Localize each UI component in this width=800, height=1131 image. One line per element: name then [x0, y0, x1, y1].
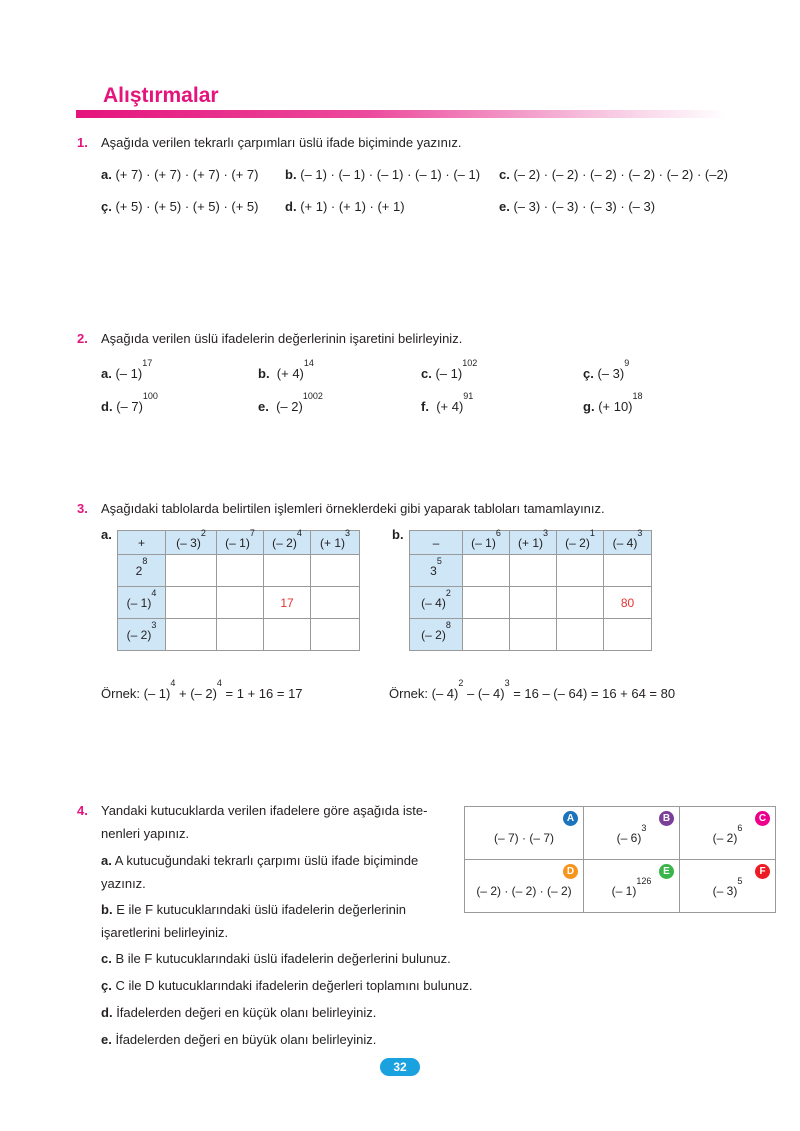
- box-expression: (– 2) · (– 2) · (– 2): [476, 884, 572, 898]
- table-a-col-header: (– 2)$^4$: [264, 531, 311, 555]
- q4-item-a-cont: yazınız.: [101, 876, 146, 891]
- item-exponent: 18: [632, 391, 643, 401]
- table-b-cell[interactable]: [510, 587, 557, 619]
- item-label: ç.: [583, 366, 594, 381]
- box-expression: (– 7) · (– 7): [493, 831, 554, 845]
- item-expression: (+ 1) · (+ 1) · (+ 1): [300, 199, 405, 214]
- table-a-cell[interactable]: [217, 587, 264, 619]
- item-label: e.: [499, 199, 510, 214]
- q2-item-g: [583, 391, 643, 414]
- table-b-cell[interactable]: [463, 587, 510, 619]
- item-expression: (+ 7) · (+ 7) · (+ 7) · (+ 7): [115, 167, 259, 182]
- question-1-text: Aşağıda verilen tekrarlı çarpımları üslü ifade biçiminde yazınız.: [101, 135, 462, 150]
- q2-item-f: [421, 391, 474, 414]
- table-a-cell[interactable]: [311, 619, 360, 651]
- item-label: d.: [101, 399, 113, 414]
- table-b-row-header: $3^5$: [410, 555, 463, 587]
- example-a: Örnek: (– 1)$^4$ + (– 2)$^4$ = 1 + 16 = 17: [101, 678, 303, 701]
- q2-item-e: [258, 391, 323, 414]
- item-label: ç.: [101, 199, 112, 214]
- box-e: [584, 860, 680, 913]
- item-base: (– 3): [597, 366, 625, 381]
- box-letter-badge: E: [659, 864, 674, 879]
- table-a-cell[interactable]: [166, 555, 217, 587]
- item-label: b.: [285, 167, 297, 182]
- q4-item-c: c. B ile F kutucuklarındaki üslü ifadelerin değerlerini bulunuz.: [101, 951, 451, 966]
- box-expression: (– 6)$^3$: [616, 823, 647, 845]
- table-a-cell[interactable]: [217, 555, 264, 587]
- table-a-cell[interactable]: [166, 587, 217, 619]
- item-expression: (+ 5) · (+ 5) · (+ 5) · (+ 5): [115, 199, 259, 214]
- box-b: [584, 807, 680, 860]
- item-label: c.: [499, 167, 510, 182]
- q1-item-d: [285, 199, 405, 214]
- title-underline-bar: [76, 110, 726, 118]
- item-base: (+ 4): [276, 366, 304, 381]
- box-expression: (– 1)$^{126}$: [611, 876, 652, 898]
- q1-item-b: [285, 167, 480, 182]
- question-1-number: 1.: [77, 135, 88, 150]
- q2-item-c: [421, 358, 478, 381]
- table-a-row-header: (– 2)$^3$: [118, 619, 166, 651]
- table-b-label: b.: [392, 527, 404, 542]
- table-a-cell[interactable]: [166, 619, 217, 651]
- box-letter-badge: B: [659, 811, 674, 826]
- question-4-text-line1: Yandaki kutucuklarda verilen ifadelere göre aşağıda iste-: [101, 803, 428, 818]
- page-title: Alıştırmalar: [103, 84, 219, 107]
- table-b-cell[interactable]: [463, 555, 510, 587]
- table-a-label: a.: [101, 527, 112, 542]
- q1-item-e: [499, 199, 655, 214]
- q1-item-cc: [101, 199, 259, 214]
- item-label: f.: [421, 399, 429, 414]
- item-exponent: 100: [142, 391, 158, 401]
- table-b-col-header: (– 4)$^3$: [604, 531, 652, 555]
- item-exponent: 14: [303, 358, 314, 368]
- table-b-col-header: (– 1)$^6$: [463, 531, 510, 555]
- table-b-cell[interactable]: [463, 619, 510, 651]
- table-a-cell[interactable]: [264, 619, 311, 651]
- table-b-row-header: (– 2)$^8$: [410, 619, 463, 651]
- table-a-operator: +: [118, 531, 166, 555]
- item-exponent: 91: [463, 391, 474, 401]
- box-a: [465, 807, 584, 860]
- question-3-number: 3.: [77, 501, 88, 516]
- box-d: [465, 860, 584, 913]
- item-base: (– 2): [276, 399, 303, 414]
- table-a-cell[interactable]: [217, 619, 264, 651]
- q4-item-d: d. İfadelerden değeri en küçük olanı belirleyiniz.: [101, 1005, 377, 1020]
- q2-item-d: [101, 391, 158, 414]
- table-b-operator: –: [410, 531, 463, 555]
- question-2-text: Aşağıda verilen üslü ifadelerin değerlerinin işaretini belirleyiniz.: [101, 331, 463, 346]
- table-b-cell[interactable]: [510, 555, 557, 587]
- table-b-col-header: (+ 1)$^3$: [510, 531, 557, 555]
- item-label: b.: [258, 366, 270, 381]
- q2-item-cc: [583, 358, 630, 381]
- q4-item-cc: ç. C ile D kutucuklarındaki ifadelerin değerleri toplamını bulunuz.: [101, 978, 473, 993]
- table-b-cell[interactable]: [557, 619, 604, 651]
- q4-item-b: b. E ile F kutucuklarındaki üslü ifadelerin değerlerinin: [101, 902, 406, 917]
- box-c: [680, 807, 776, 860]
- item-label: c.: [421, 366, 432, 381]
- item-label: a.: [101, 366, 112, 381]
- example-b: Örnek: (– 4)$^2$ – (– 4)$^3$ = 16 – (– 64) = 16 + 64 = 80: [389, 678, 676, 701]
- item-label: a.: [101, 167, 112, 182]
- box-letter-badge: C: [755, 811, 770, 826]
- table-b-cell[interactable]: [557, 555, 604, 587]
- table-a-row-header: $2^8$: [118, 555, 166, 587]
- box-letter-badge: F: [755, 864, 770, 879]
- table-b-cell[interactable]: [604, 619, 652, 651]
- table-a-col-header: (+ 1)$^3$: [311, 531, 360, 555]
- item-exponent: 17: [142, 358, 153, 368]
- expression-boxes: [464, 806, 776, 913]
- item-exponent: 102: [462, 358, 478, 368]
- item-exponent: 1002: [302, 391, 323, 401]
- q2-item-b: [258, 358, 314, 381]
- item-exponent: 9: [624, 358, 630, 368]
- q2-item-a: [101, 358, 153, 381]
- table-b: [409, 527, 652, 651]
- q4-item-a: a. A kutucuğundaki tekrarlı çarpımı üslü ifade biçiminde: [101, 853, 419, 868]
- box-expression: (– 2)$^6$: [712, 823, 743, 845]
- table-a-cell[interactable]: [311, 555, 360, 587]
- table-b-col-header: (– 2)$^1$: [557, 531, 604, 555]
- table-b-filled-cell: 80: [604, 587, 652, 619]
- item-base: (+ 10): [598, 399, 633, 414]
- box-letter-badge: D: [563, 864, 578, 879]
- question-3-text: Aşağıdaki tablolarda belirtilen işlemleri örneklerdeki gibi yaparak tabloları tamamlayınız.: [101, 501, 605, 516]
- table-a-row-header: (– 1)$^4$: [118, 587, 166, 619]
- table-a-filled-cell: 17: [264, 587, 311, 619]
- question-2-number: 2.: [77, 331, 88, 346]
- q1-item-a: [101, 167, 259, 182]
- item-expression: (– 1) · (– 1) · (– 1) · (– 1) · (– 1): [300, 167, 481, 182]
- table-a: [117, 527, 360, 651]
- table-a-col-header: (– 3)$^2$: [166, 531, 217, 555]
- item-base: (– 1): [435, 366, 463, 381]
- item-label: e.: [258, 399, 269, 414]
- item-expression: (– 2) · (– 2) · (– 2) · (– 2) · (– 2) · (–2): [513, 167, 729, 182]
- item-base: (– 7): [116, 399, 143, 414]
- item-label: g.: [583, 399, 595, 414]
- q4-item-e: e. İfadelerden değeri en büyük olanı belirleyiniz.: [101, 1032, 377, 1047]
- question-4-number: 4.: [77, 803, 88, 818]
- table-a-cell[interactable]: [264, 555, 311, 587]
- box-letter-badge: A: [563, 811, 578, 826]
- table-a-cell[interactable]: [311, 587, 360, 619]
- q1-item-c: [499, 167, 728, 182]
- table-b-cell[interactable]: [604, 555, 652, 587]
- item-label: d.: [285, 199, 297, 214]
- page-number: 32: [380, 1058, 420, 1076]
- item-base: (+ 4): [436, 399, 464, 414]
- question-4-text-line2: nenleri yapınız.: [101, 826, 190, 841]
- item-expression: (– 3) · (– 3) · (– 3) · (– 3): [513, 199, 656, 214]
- q4-item-b-cont: işaretlerini belirleyiniz.: [101, 925, 229, 940]
- box-f: [680, 860, 776, 913]
- table-b-row-header: (– 4)$^2$: [410, 587, 463, 619]
- box-expression: (– 3)$^5$: [712, 876, 743, 898]
- item-base: (– 1): [115, 366, 143, 381]
- table-b-cell[interactable]: [557, 587, 604, 619]
- table-b-cell[interactable]: [510, 619, 557, 651]
- table-a-col-header: (– 1)$^7$: [217, 531, 264, 555]
